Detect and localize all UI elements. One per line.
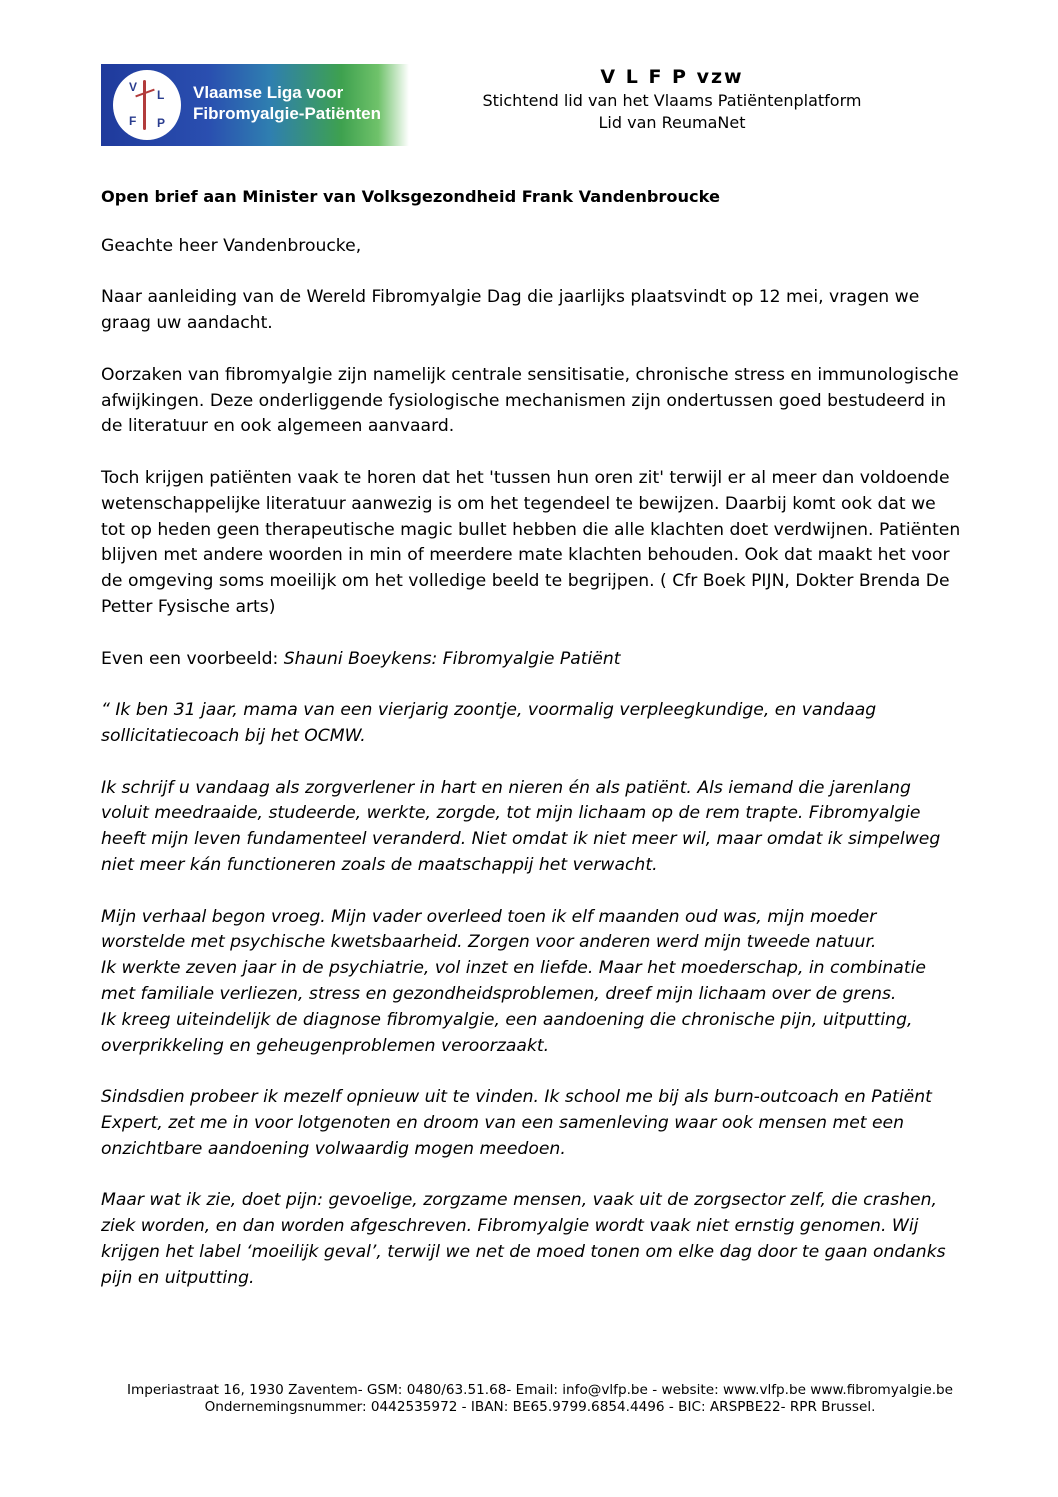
page-footer bbox=[60, 1382, 1020, 1416]
paragraph-3: Toch krijgen patiënten vaak te horen dat het 'tussen hun oren zit' terwijl er al meer dan voldoende wetenschappelijke literatuur aanwezig is om het tegendeel te bewijzen. Daarbij komt ook dat we tot op heden geen therapeutische magic bullet hebben die alle klachten doet verdwijnen. Patiënten blijven met andere woorden in min of meerdere mate klachten behouden. Ook dat maakt het voor de omgeving soms moeilijk om het volledige beeld te begrijpen. ( Cfr Boek PIJN, Dokter Brenda De Petter Fysische arts) bbox=[101, 467, 961, 617]
emblem-letter-l: L bbox=[157, 88, 165, 102]
emblem-letter-p: P bbox=[157, 116, 166, 130]
example-name: Shauni Boeykens: Fibromyalgie Patiënt bbox=[283, 648, 621, 669]
letter-title: Open brief aan Minister van Volksgezondheid Frank Vandenbroucke bbox=[101, 187, 720, 206]
emblem-letter-v: V bbox=[129, 80, 138, 94]
paragraph-1: Naar aanleiding van de Wereld Fibromyalgie Dag die jaarlijks plaatsvindt op 12 mei, vragen we graag uw aandacht. bbox=[101, 287, 920, 334]
footer-contact-line: Imperiastraat 16, 1930 Zaventem- GSM: 0480/63.51.68- Email: info@vlfp.be - website: www.vlfp.be www.fibromyalgie.be bbox=[126, 1382, 954, 1398]
org-name: V L F P vzw bbox=[600, 66, 744, 88]
quote-paragraph-3-part-3: Ik kreeg uiteindelijk de diagnose fibromyalgie, een aandoening die chronische pijn, uitputting, overprikkeling en geheugenproblemen veroorzaakt. bbox=[101, 1009, 913, 1056]
org-membership-1: Stichtend lid van het Vlaams Patiëntenplatform bbox=[482, 91, 862, 110]
org-membership-2: Lid van ReumaNet bbox=[598, 113, 746, 132]
org-header bbox=[462, 64, 882, 134]
salutation: Geachte heer Vandenbroucke, bbox=[101, 235, 362, 256]
quote-paragraph-4: Sindsdien probeer ik mezelf opnieuw uit te vinden. Ik school me bij als burn-outcoach en Patiënt Expert, zet me in voor lotgenoten en droom van een samenleving waar ook mensen met een onzichtbare aandoening volwaardig mogen meedoen. bbox=[101, 1087, 932, 1159]
logo-line-1: Vlaamse Liga voor bbox=[193, 83, 344, 102]
letter-body bbox=[101, 184, 963, 1317]
quote-paragraph-1: “ Ik ben 31 jaar, mama van een vierjarig zoontje, voormalig verpleegkundige, en vandaag sollicitatiecoach bij het OCMW. bbox=[101, 700, 877, 746]
quote-paragraph-3-part-1: Mijn verhaal begon vroeg. Mijn vader overleed toen ik elf maanden oud was, mijn moeder worstelde met psychische kwetsbaarheid. Zorgen voor anderen werd mijn tweede natuur. bbox=[101, 906, 877, 953]
quote-paragraph-5: Maar wat ik zie, doet pijn: gevoelige, zorgzame mensen, vaak uit de zorgsector zelf, die crashen, ziek worden, en dan worden afgeschreven. Fibromyalgie wordt vaak niet ernstig genomen. Wij krijgen het label ‘moeilijk geval’, terwijl we net de moed tonen om elke dag door te gaan ondanks pijn en uitputting. bbox=[101, 1190, 946, 1288]
logo-emblem-icon bbox=[113, 70, 181, 140]
organization-logo bbox=[101, 64, 409, 146]
logo-text bbox=[193, 82, 381, 124]
quote-paragraph-3-part-2: Ik werkte zeven jaar in de psychiatrie, vol inzet en liefde. Maar het moederschap, in combinatie met familiale verliezen, stress en gezondheidsproblemen, dreef mijn lichaam over de grens. bbox=[101, 958, 926, 1004]
figure-icon bbox=[143, 80, 146, 130]
quote-paragraph-3 bbox=[101, 905, 963, 1060]
quote-paragraph-2: Ik schrijf u vandaag als zorgverlener in hart en nieren én als patiënt. Als iemand die jarenlang voluit meedraaide, studeerde, werkte, zorgde, tot mijn lichaam op de rem trapte. Fibromyalgie heeft mijn leven fundamenteel veranderd. Niet omdat ik niet meer wil, maar omdat ik simpelweg niet meer kán functioneren zoals de maatschappij het verwacht. bbox=[101, 777, 941, 875]
example-intro: Even een voorbeeld: bbox=[101, 648, 284, 669]
example-line bbox=[101, 647, 963, 673]
paragraph-2: Oorzaken van fibromyalgie zijn namelijk centrale sensitisatie, chronische stress en immunologische afwijkingen. Deze onderliggende fysiologische mechanismen zijn ondertussen goed bestudeerd in de literatuur en ook algemeen aanvaard. bbox=[101, 364, 959, 437]
logo-line-2: Fibromyalgie-Patiënten bbox=[193, 104, 381, 123]
footer-company-line: Ondernemingsnummer: 0442535972 - IBAN: BE65.9799.6854.4496 - BIC: ARSPBE22- RPR Brussel. bbox=[204, 1399, 876, 1415]
emblem-letter-f: F bbox=[129, 114, 137, 128]
